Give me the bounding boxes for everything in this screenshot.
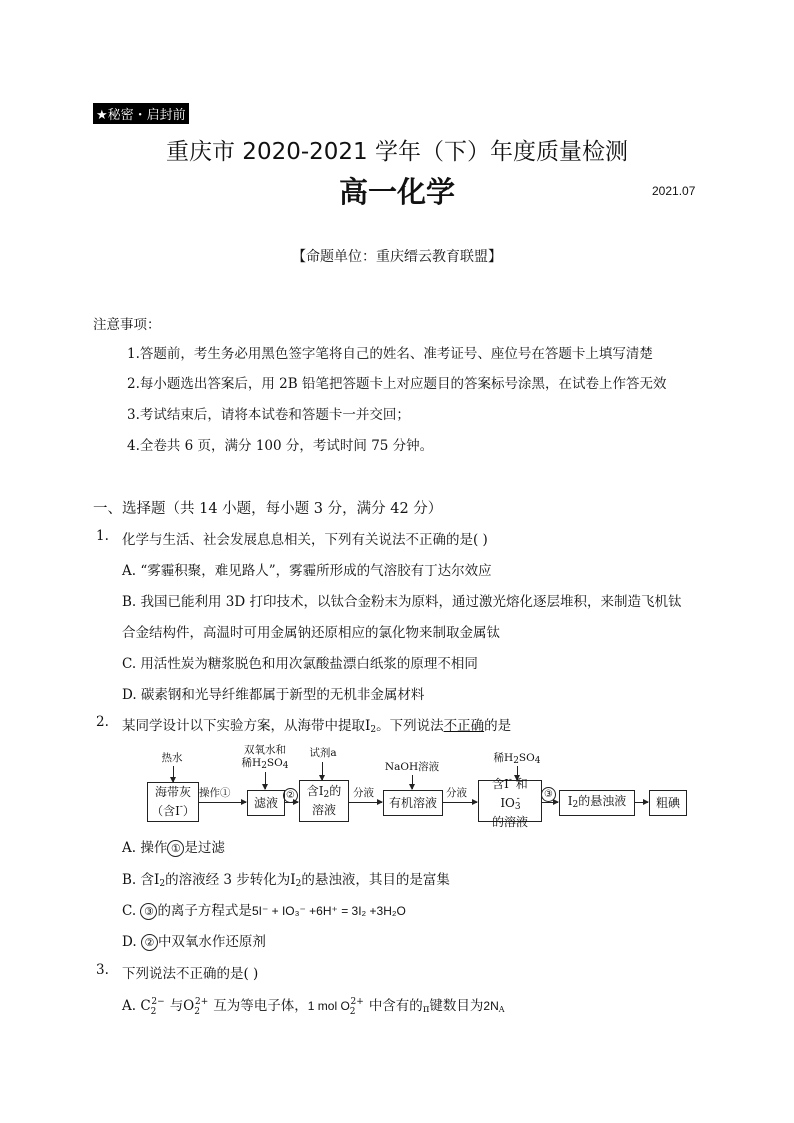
flow-label-reagent-a: 试剂a: [309, 747, 337, 759]
flow-step-sep1: 分液: [353, 787, 374, 799]
q2-stem: 某同学设计以下实验方案，从海带中提取$I_2$。下列说法不正确的是: [122, 718, 512, 735]
flow-label-dilute-h2so4: 稀H2SO4: [493, 752, 541, 766]
arrow-right: [634, 802, 648, 803]
subject-title: 高一化学: [338, 175, 455, 209]
flow-step-2: ②: [283, 788, 298, 803]
exam-date: 2021.07: [652, 184, 696, 198]
box-organic-solution: 有机溶液: [383, 790, 443, 816]
q2-option-b: B. 含$I_2$的溶液经 3 步转化为$I_2$的悬浊液，其目的是富集: [122, 872, 450, 889]
flow-step-op1: 操作①: [199, 787, 231, 799]
issuing-unit: 【命题单位：重庆缙云教育联盟】: [292, 249, 502, 265]
flow-label-h2o2: 双氧水和 稀H2SO4: [241, 744, 289, 771]
q2-option-c: C. ③ 的离子方程式是5I⁻ + IO₃⁻ +6H⁺ = 3I₂ +3H₂O: [122, 903, 406, 919]
flow-label-naoh: NaOH溶液: [384, 761, 440, 773]
q3-number: 3.: [96, 962, 109, 978]
notice-item-4: 4.全卷共 6 页，满分 100 分，考试时间 75 分钟。: [127, 438, 434, 454]
notice-heading: 注意事项：: [93, 317, 161, 333]
flow-step-sep2: 分液: [446, 787, 467, 799]
q3-option-a: A. C22− 与O22+ 互为等电子体，1 mol O22+ 中含有的π键数目为2NA: [122, 997, 505, 1017]
arrow-right: [198, 802, 246, 803]
q2-option-d: D. ② 中双氧水作还原剂: [122, 934, 266, 950]
box-iodide-iodate-solution: 含I- 和$IO_3^-$ 的溶液: [478, 780, 542, 822]
exam-title: 重庆市 2020-2021 学年（下）年度质量检测: [166, 139, 628, 165]
arrow-down: [173, 766, 174, 782]
q3-stem: 下列说法不正确的是( ): [122, 966, 259, 982]
q1-stem: 化学与生活、社会发展息息相关，下列有关说法不正确的是( ): [122, 532, 488, 548]
arrow-down: [265, 772, 266, 789]
notice-item-2: 2.每小题选出答案后，用 2B 铅笔把答题卡上对应题目的答案标号涂黑，在试卷上作答无效: [127, 376, 667, 392]
q1-option-b: B. 我国已能利用 3D 打印技术，以钛合金粉末为原料，通过激光熔化逐层堆积，来制造飞机钛: [122, 594, 682, 610]
arrow-right: [348, 802, 382, 803]
notice-item-1: 1.答题前，考生务必用黑色签字笔将自己的姓名、准考证号、座位号在答题卡上填写清楚: [127, 346, 653, 362]
q1-option-d: D. 碳素钢和光导纤维都属于新型的无机非金属材料: [122, 687, 425, 703]
flow-step-3: ③: [541, 787, 556, 802]
q1-option-c: C. 用活性炭为糖浆脱色和用次氯酸盐漂白纸浆的原理不相同: [122, 656, 478, 672]
box-filtrate: 滤液: [247, 790, 285, 816]
box-crude-iodine: 粗碘: [649, 790, 687, 816]
q1-option-b-cont: 合金结构件，高温时可用金属钠还原相应的氯化物来制取金属钛: [122, 625, 500, 641]
box-kelp-ash: 海带灰 （含I-）: [147, 782, 199, 822]
flow-label-hot-water: 热水: [161, 752, 183, 764]
box-i2-suspension: $I_2$的悬浊液: [559, 790, 635, 816]
arrow-right: [442, 802, 477, 803]
q2-option-a: A. 操作 ① 是过滤: [122, 840, 225, 856]
q1-option-a: A. “雾霾积聚，难见路人”，雾霾所形成的气溶胶有丁达尔效应: [122, 563, 492, 579]
box-i2-solution: 含$I_2$的 溶液: [299, 780, 349, 822]
confidential-badge: ★秘密・启封前: [93, 103, 189, 124]
iodine-extraction-flowchart: [145, 744, 690, 834]
arrow-down: [412, 775, 413, 789]
section-heading: 一、选择题（共 14 小题，每小题 3 分，满分 42 分）: [93, 501, 443, 517]
q2-number: 2.: [96, 714, 109, 730]
q1-number: 1.: [96, 528, 109, 544]
notice-item-3: 3.考试结束后，请将本试卷和答题卡一并交回；: [127, 407, 410, 423]
arrow-right: [541, 802, 558, 803]
arrow-down: [322, 762, 323, 780]
